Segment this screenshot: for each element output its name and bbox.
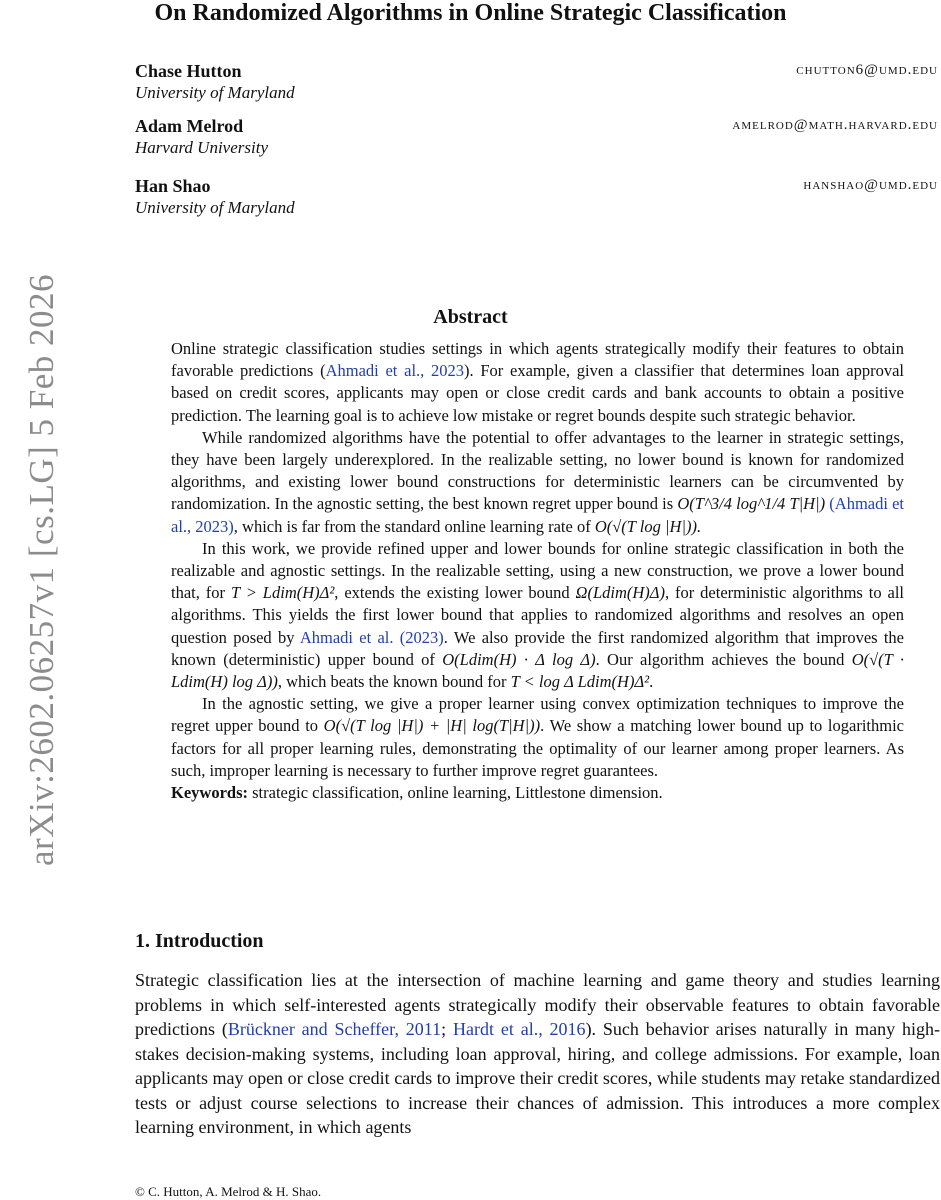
- author-name: Han Shao: [135, 176, 211, 196]
- author-block: [135, 60, 940, 104]
- math-expression: T < log Δ Ldim(H)Δ²: [510, 672, 650, 692]
- abstract-text: , which beats the known bound for: [277, 672, 511, 692]
- abstract-text: . We show a matching lower bound up to logarithmic factors for all proper learning rules, demonstrating the optimality of our learner among proper learners. As such, improper learning is necessary to further improve regret guarantees.: [171, 716, 904, 780]
- author-affiliation: University of Maryland: [135, 83, 295, 102]
- introduction-paragraph: [135, 968, 940, 1140]
- author-name: Chase Hutton: [135, 61, 242, 81]
- citation-link[interactable]: Ahmadi et al., 2023: [325, 361, 465, 381]
- math-expression: O(√(T · Ldim(H) log Δ)): [171, 649, 904, 692]
- author-affiliation: Harvard University: [135, 138, 268, 157]
- citation-link[interactable]: (Ahmadi et al., 2023): [171, 494, 905, 536]
- citation-link[interactable]: Ahmadi et al. (2023): [299, 627, 444, 647]
- math-expression: T > Ldim(H)Δ²: [230, 583, 335, 603]
- math-expression: O(T^3/4 log^1/4 T|H|): [677, 494, 826, 514]
- abstract-paragraph: [171, 427, 904, 538]
- author-email[interactable]: hanshao@umd.edu: [803, 177, 938, 193]
- author-name: Adam Melrod: [135, 116, 244, 136]
- author-email[interactable]: chutton6@umd.edu: [796, 62, 938, 78]
- author-block: [135, 175, 940, 219]
- abstract-heading: Abstract: [433, 306, 508, 328]
- keywords-line: [171, 782, 904, 804]
- citation-link[interactable]: Brückner and Scheffer, 2011: [227, 1019, 442, 1039]
- keywords-text: strategic classification, online learning, Littlestone dimension.: [252, 783, 663, 803]
- abstract-text: In the agnostic setting, we give a proper learner using convex optimization techniques to improve the regret upper bound to: [171, 694, 904, 736]
- abstract-text: , which is far from the standard online learning rate of: [233, 516, 595, 536]
- abstract-text: In this work, we provide refined upper and lower bounds for online strategic classification in both the realizable and agnostic settings. In the realizable setting, using a new construction, we prove a lower bound that, for: [171, 538, 904, 603]
- abstract-text: . We also provide the first randomized algorithm that improves the known (deterministic) upper bound of: [171, 627, 905, 669]
- intro-text: ). Such behavior arises naturally in many high-stakes decision-making systems, including loan approval, hiring, and college admissions. For example, loan applicants may open or close credit cards to improve their credit scores, while students may retake standardized tests or adjust course selections to increase their chances of admission. This introduces a more complex learning environment, in which agents: [135, 1019, 940, 1137]
- copyright-footer: © C. Hutton, A. Melrod & H. Shao.: [135, 1184, 322, 1199]
- abstract-paragraph: [171, 538, 904, 693]
- math-expression: Ω(Ldim(H)Δ): [575, 583, 665, 603]
- abstract-text: , for deterministic algorithms to all algorithms. This yields the first lower bound that applies to randomized algorithms and resolves an open question posed by: [171, 583, 904, 647]
- intro-text: Strategic classification lies at the intersection of machine learning and game theory and studies learning problems in which self-interested agents strategically modify their observable features to obtain favorable predictions (: [135, 970, 940, 1039]
- section-heading-introduction: 1. Introduction: [135, 930, 264, 952]
- abstract-text: While randomized algorithms have the potential to offer advantages to the learner in strategic settings, they have been largely underexplored. In the realizable setting, no lower bound is known for randomized algorithms, and existing lower bound constructions for deterministic learners can be circumvented by randomization. In the agnostic setting, the best known regret upper bound is: [171, 427, 904, 514]
- math-expression: O(√(T log |H|)).: [594, 516, 702, 536]
- abstract-text: .: [649, 672, 654, 692]
- abstract-body: [171, 338, 904, 804]
- math-expression: O(Ldim(H) · Δ log Δ): [442, 649, 596, 669]
- arxiv-identifier-stamp[interactable]: arXiv:2602.06257v1 [cs.LG] 5 Feb 2026: [22, 273, 61, 867]
- math-expression: O(√(T log |H|) + |H| log(T|H|)): [323, 716, 541, 736]
- keywords-label: Keywords:: [171, 783, 248, 803]
- paper-title: On Randomized Algorithms in Online Strategic Classification: [154, 0, 787, 26]
- abstract-text: , extends the existing lower bound: [334, 583, 576, 603]
- abstract-text: ). For example, given a classifier that determines loan approval based on credit scores, applicants may open or close credit cards and bank accounts to obtain a positive prediction. The learning goal is to achieve low mistake or regret bounds despite such strategic behavior.: [171, 361, 904, 425]
- abstract-text: Online strategic classification studies settings in which agents strategically modify their features to obtain favorable predictions (: [171, 339, 904, 381]
- abstract-text: . Our algorithm achieves the bound: [595, 649, 852, 669]
- abstract-paragraph: [171, 693, 904, 782]
- citation-link[interactable]: Hardt et al., 2016: [453, 1019, 586, 1039]
- author-affiliation: University of Maryland: [135, 198, 295, 217]
- author-block: [135, 115, 940, 159]
- intro-text: ;: [441, 1019, 454, 1039]
- author-email[interactable]: amelrod@math.harvard.edu: [732, 117, 938, 133]
- abstract-paragraph: [171, 338, 904, 427]
